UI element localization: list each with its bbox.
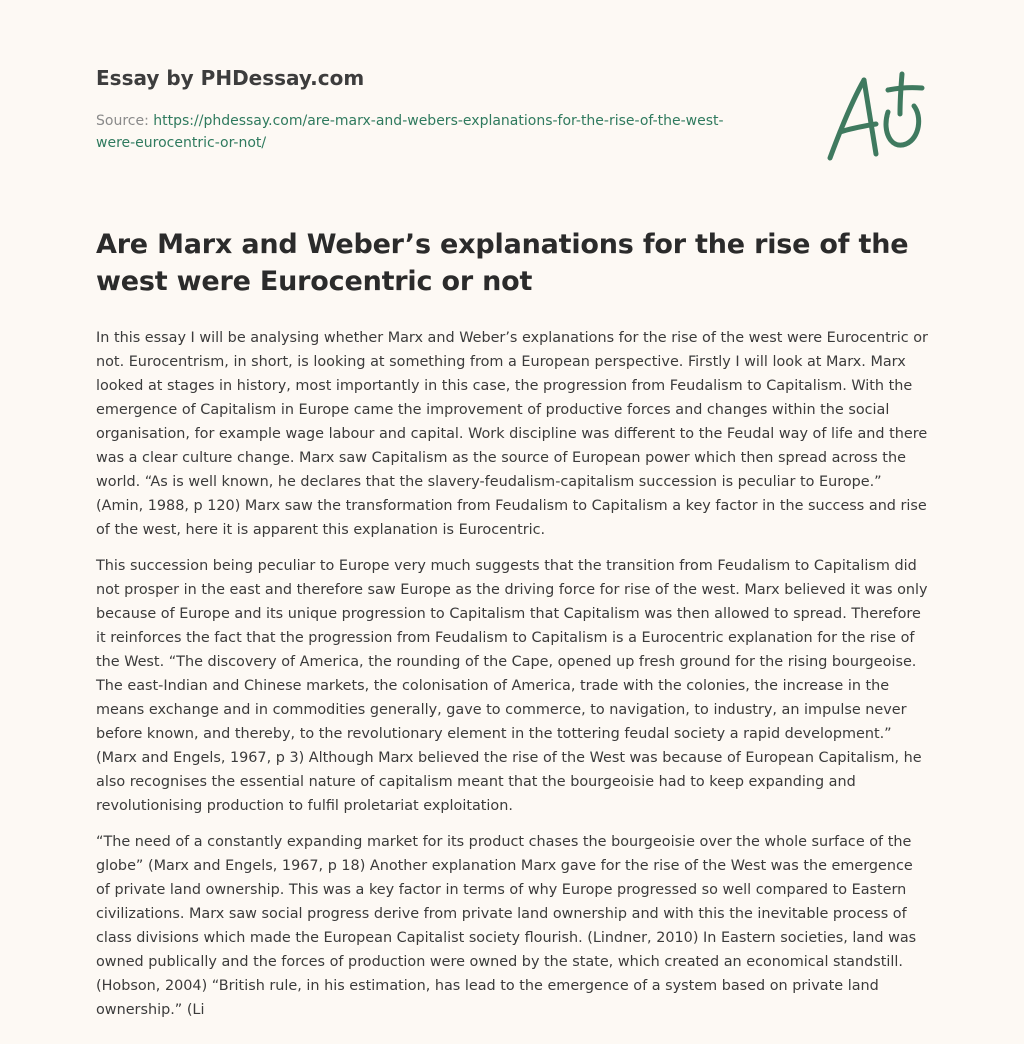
paragraph: “The need of a constantly expanding market for its product chases the bourgeoisie over the whole surface of the globe” (Marx and Engels, 1967, p 18) Another explanation Marx gave for the rise of the West was the emergence of private land ownership. This was a key factor in terms of why Europe progressed so well compared to Eastern civilizations. Marx saw social progress derive from private land ownership and with this the inevitable process of class divisions which made the European Capitalist society flourish. (Lindner, 2010) In Eastern societies, land was owned publically and the forces of production were owned by the state, which created an economical standstill. (Hobson, 2004) “British rule, in his estimation, has lead to the emergence of a system based on private land ownership.” (Li <box>96 834 917 1018</box>
source-link[interactable]: https://phdessay.com/are-marx-and-webers-explanations-for-the-rise-of-the-west-were-eurocentric-or-not/ <box>96 113 724 151</box>
article-title: Are Marx and Weber’s explanations for the rise of the west were Eurocentric or not <box>96 229 909 297</box>
a-plus-logo-icon <box>818 66 930 166</box>
paragraph: This succession being peculiar to Europe very much suggests that the transition from Feudalism to Capitalism did not prosper in the east and therefore saw Europe as the driving force for rise of the west. Marx believed it was only because of Europe and its unique progression to Capitalism that Capitalism was then allowed to spread. Therefore it reinforces the fact that the progression from Feudalism to Capitalism is a Eurocentric explanation for the rise of the West. “The discovery of America, the rounding of the Cape, opened up fresh ground for the rising bourgeoise. The east-Indian and Chinese markets, the colonisation of America, trade with the colonies, the increase in the means exchange and in commodities generally, gave to commerce, to navigation, to industry, an impulse never before known, and thereby, to the revolutionary element in the tottering feudal society a rapid development.” (Marx and Engels, 1967, p 3) Although Marx believed the rise of the West was because of European Capitalism, he also recognises the essential nature of capitalism meant that the bourgeoisie had to keep expanding and revolutionising production to fulfil proletariat exploitation. <box>96 558 928 814</box>
site-header <box>96 64 796 154</box>
article-body <box>96 326 930 1034</box>
brand-title: Essay by PHDessay.com <box>96 66 365 90</box>
paragraph: In this essay I will be analysing whether Marx and Weber’s explanations for the rise of the west were Eurocentric or not. Eurocentrism, in short, is looking at something from a European perspective. Firstly I will look at Marx. Marx looked at stages in history, most importantly in this case, the progression from Feudalism to Capitalism. With the emergence of Capitalism in Europe came the improvement of productive forces and changes within the social organisation, for example wage labour and capital. Work discipline was different to the Feudal way of life and there was a clear culture change. Marx saw Capitalism as the source of European power which then spread across the world. “As is well known, he declares that the slavery-feudalism-capitalism succession is peculiar to Europe.” (Amin, 1988, p 120) Marx saw the transformation from Feudalism to Capitalism a key factor in the success and rise of the west, here it is apparent this explanation is Eurocentric. <box>96 330 928 538</box>
source-line <box>96 110 746 154</box>
source-label: Source: <box>96 113 154 129</box>
